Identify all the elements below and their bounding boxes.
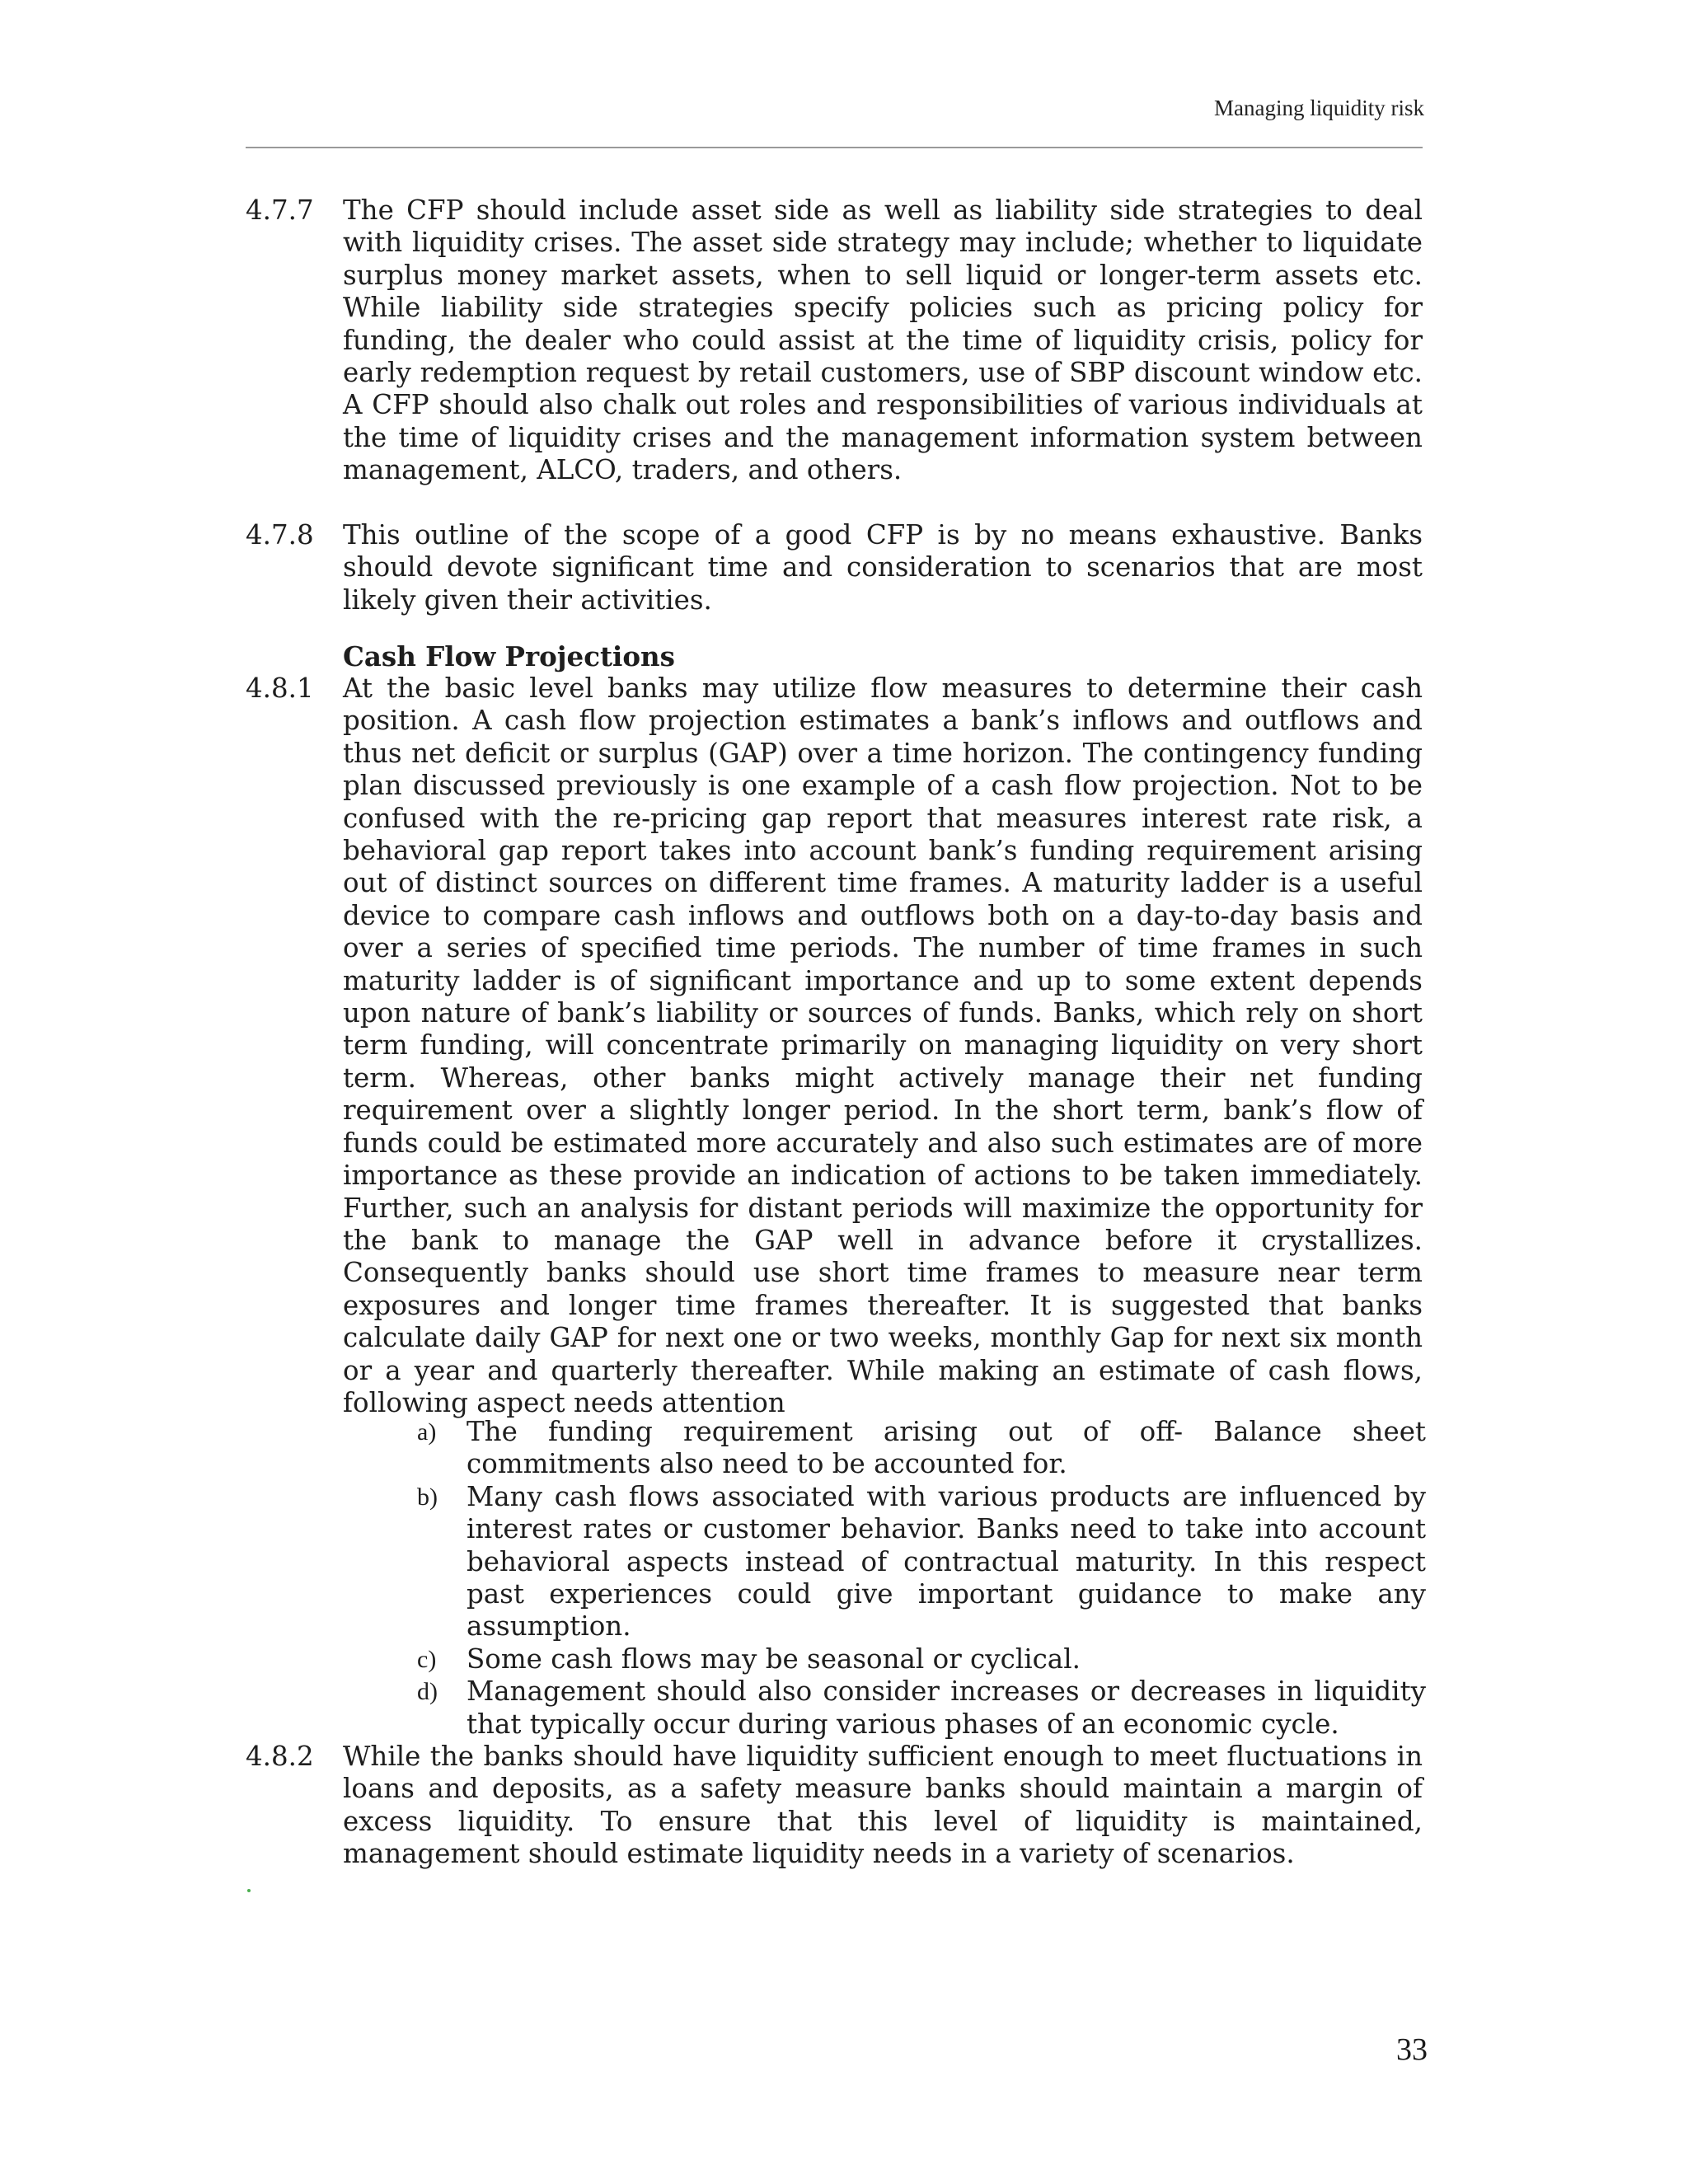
- paragraph-number: 4.7.8: [246, 519, 314, 551]
- paragraph-text: The CFP should include asset side as well as liability side strategies to deal with liquidity crises. The asset side strategy may include; whether to liquidate surplus money market assets, when to sell liquid or longer-term assets etc. While liability side strategies specify policies such as pricing policy for funding, the dealer who could assist at the time of liquidity crisis, policy for early redemption request by retail customers, use of SBP discount window etc. A CFP should also chalk out roles and responsibilities of various individuals at the time of liquidity crises and the management information system between management, ALCO, traders, and others.: [343, 194, 1423, 486]
- paragraph-number: 4.8.1: [246, 673, 314, 704]
- list-item-text: Many cash flows associated with various products are influenced by interest rates or customer behavior. Banks need to take into account behavioral aspects instead of contractual maturity. In this respect past experiences could give important guidance to make any assumption.: [467, 1480, 1426, 1643]
- page-number: 33: [1396, 2032, 1428, 2067]
- list-item: [417, 1675, 1426, 1741]
- list-item: [417, 1481, 1426, 1643]
- header-rule: [246, 147, 1423, 148]
- paragraph-text: While the banks should have liquidity sufficient enough to meet fluctuations in loans and deposits, as a safety measure banks should maintain a margin of excess liquidity. To ensure that this level of liquidity is maintained, management should estimate liquidity needs in a variety of scenarios.: [343, 1741, 1423, 1870]
- stray-mark: [247, 1889, 251, 1892]
- paragraph-number: 4.8.2: [246, 1741, 314, 1772]
- section-heading: Cash Flow Projections: [343, 640, 675, 673]
- list-marker: a): [417, 1418, 437, 1446]
- paragraph-text: At the basic level banks may utilize flow measures to determine their cash position. A cash flow projection estimates a bank’s inflows and outflows and thus net deficit or surplus (GAP) over a time horizon. The contingency funding plan discussed previously is one example of a cash flow projection. Not to be confused with the re-pricing gap report that measures interest rate risk, a behavioral gap report takes into account bank’s funding requirement arising out of distinct sources on different time frames. A maturity ladder is a useful device to compare cash inflows and outflows both on a day-to-day basis and over a series of specified time periods. The number of time frames in such maturity ladder is of significant importance and up to some extent depends upon nature of bank’s liability or sources of funds. Banks, which rely on short term funding, will concentrate primarily on managing liquidity on very short term. Whereas, other banks might actively manage their net funding requirement over a slightly longer period. In the short term, bank’s flow of funds could be estimated more accurately and also such estimates are of more importance as these provide an indication of actions to be taken immediately. Further, such an analysis for distant periods will maximize the opportunity for the bank to manage the GAP well in advance before it crystallizes. Consequently banks should use short time frames to measure near term exposures and longer time frames thereafter. It is suggested that banks calculate daily GAP for next one or two weeks, monthly Gap for next six month or a year and quarterly thereafter. While making an estimate of cash flows, following aspect needs attention: [343, 673, 1423, 1418]
- list-marker: d): [417, 1678, 438, 1706]
- attention-list: [417, 1416, 1426, 1741]
- running-header-title: Managing liquidity risk: [1214, 96, 1424, 120]
- list-marker: c): [417, 1645, 437, 1673]
- list-item: [417, 1416, 1426, 1481]
- paragraph-text: This outline of the scope of a good CFP is by no means exhaustive. Banks should devote significant time and consideration to scenarios that are most likely given their activities.: [343, 519, 1423, 616]
- list-marker: b): [417, 1483, 438, 1511]
- paragraph-number: 4.7.7: [246, 194, 314, 226]
- list-item: [417, 1643, 1426, 1675]
- list-item-text: The funding requirement arising out of off- Balance sheet commitments also need to be accounted for.: [467, 1416, 1426, 1480]
- list-item-text: Some cash flows may be seasonal or cyclical.: [467, 1643, 1081, 1675]
- list-item-text: Management should also consider increases or decreases in liquidity that typically occur during various phases of an economic cycle.: [467, 1675, 1426, 1740]
